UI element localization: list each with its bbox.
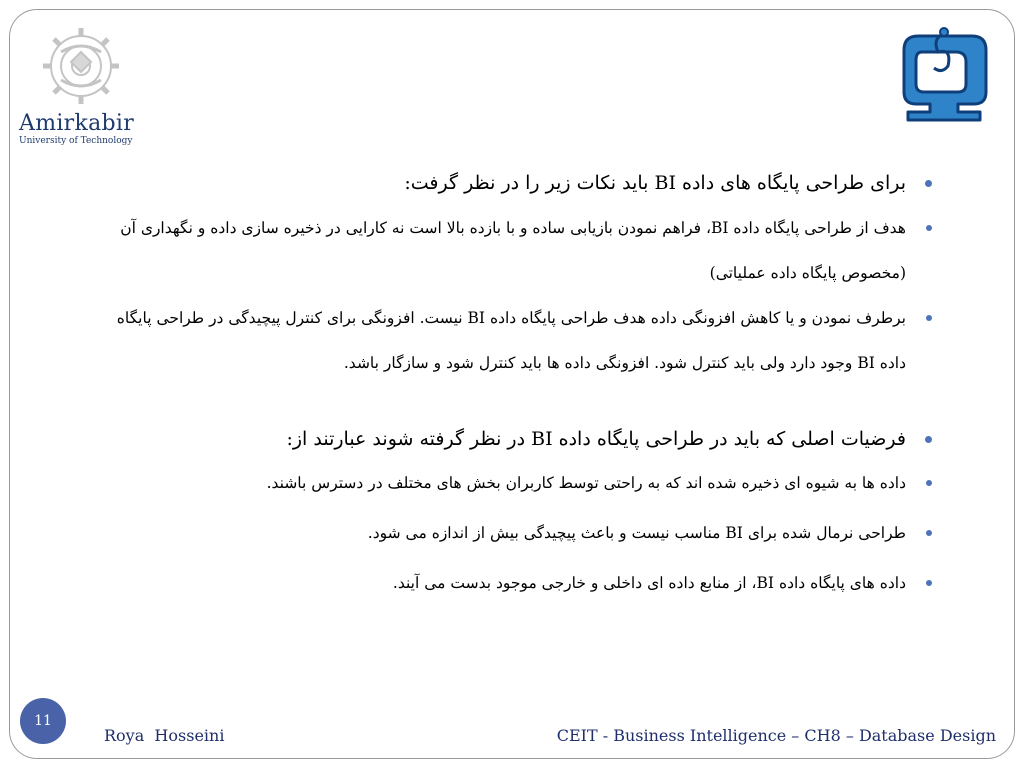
sub-bullet (110, 296, 932, 386)
sub-bullet (110, 508, 932, 558)
sub-bullet (110, 206, 932, 296)
sub-bullet-text: هدف از طراحی پایگاه داده BI، فراهم نمودن بازیابی ساده و با بازده بالا است نه کارایی در ذخیره سازی داده و نگهداری آن (مخصوص پایگاه داده عملیاتی) (120, 219, 906, 282)
bullet-dot (926, 580, 932, 586)
slide-number-badge: 11 (20, 698, 66, 744)
university-logo (16, 22, 146, 148)
logo-name: Amirkabir (19, 111, 135, 136)
bullet-heading-2 (110, 426, 932, 452)
bullet-dot (925, 180, 932, 187)
bullet-dot (926, 225, 932, 231)
slide-content (110, 170, 932, 608)
bullet-dot (926, 480, 932, 486)
bullet-dot (926, 530, 932, 536)
bullet-heading-1-text: برای طراحی پایگاه های داده BI باید نکات زیر را در نظر گرفت: (404, 172, 906, 194)
bullet-dot (925, 436, 932, 443)
sub-bullet-text: طراحی نرمال شده برای BI مناسب نیست و باعث پیچیدگی بیش از اندازه می شود. (367, 524, 906, 542)
gear-emblem-icon (36, 22, 126, 108)
footer-course-title: CEIT - Business Intelligence – CH8 – Database Design (556, 726, 996, 745)
bullet-heading-2-text: فرضیات اصلی که باید در طراحی پایگاه داده BI در نظر گرفته شوند عبارتند از: (286, 428, 906, 450)
sub-bullet (110, 558, 932, 608)
bullet-heading-1 (110, 170, 932, 196)
logo-subtitle: University of Technology (19, 136, 133, 146)
sub-bullet-text: برطرف نمودن و یا کاهش افزونگی داده هدف طراحی پایگاه داده BI نیست. افزونگی برای کنترل پیچیدگی در طراحی پایگاه داده BI وجود دارد ولی باید کنترل شود. افزونگی داده ها باید کنترل شود و سازگار باشد. (116, 309, 906, 372)
sub-bullet (110, 458, 932, 508)
sub-bullet-text: داده ها به شیوه ای ذخیره شده اند که به راحتی توسط کاربران بخش های مختلف در دسترس باشند. (266, 474, 906, 492)
computer-monitor-icon (894, 26, 994, 124)
sub-bullet-text: داده های پایگاه داده BI، از منابع داده ای داخلی و خارجی موجود بدست می آیند. (392, 574, 906, 592)
footer-author: Roya Hosseini (104, 726, 225, 745)
bullet-dot (926, 315, 932, 321)
